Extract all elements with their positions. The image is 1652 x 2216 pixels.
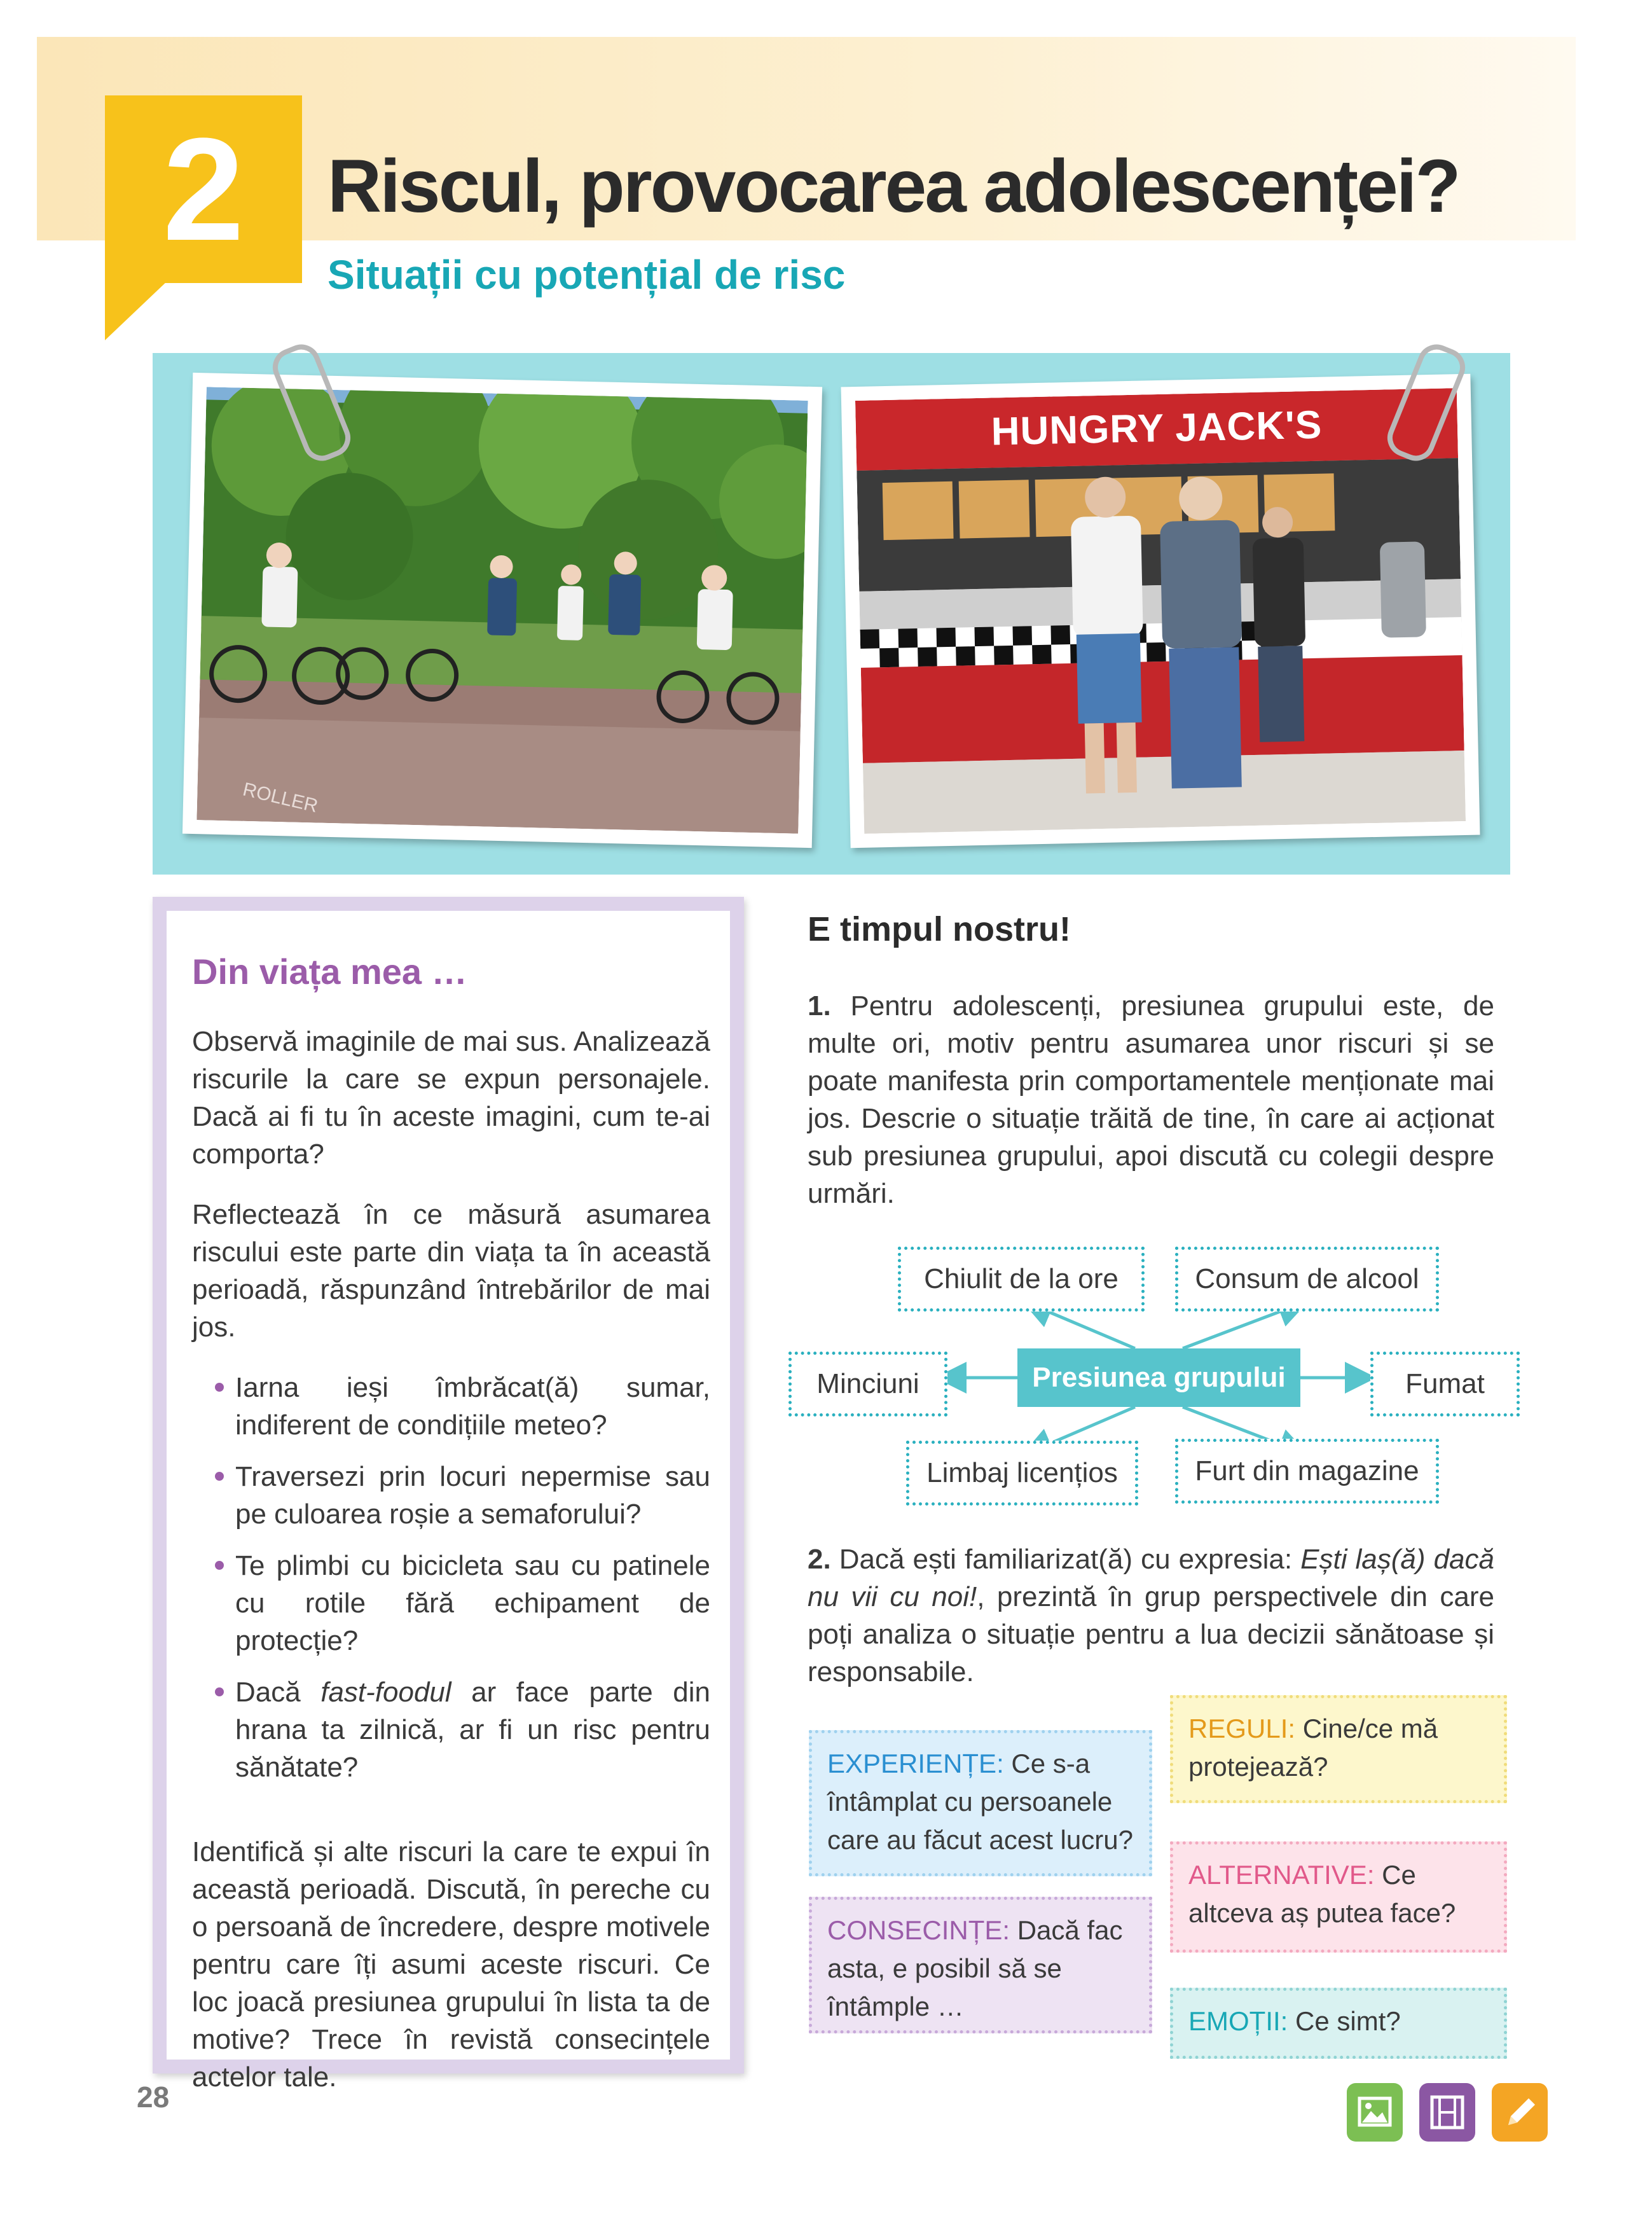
ground-text: ROLLER bbox=[240, 779, 320, 817]
behavior-truancy: Chiulit de la ore bbox=[898, 1247, 1145, 1312]
pencil-icon[interactable] bbox=[1492, 2083, 1548, 2142]
reflection-paragraph: Reflectează în ce măsură asumarea riscului este parte din viața ta în această perioadă, răspunzând întrebărilor de mai jos. bbox=[192, 1199, 710, 1343]
page-number: 28 bbox=[137, 2081, 170, 2114]
behavior-alcohol: Consum de alcool bbox=[1175, 1247, 1439, 1312]
bullet-icon bbox=[215, 1383, 224, 1392]
perspective-rules: REGULI: Cine/ce mă protejează? bbox=[1170, 1695, 1507, 1803]
perspective-emotions: EMOȚII: Ce simt? bbox=[1170, 1988, 1507, 2059]
bullet-icon bbox=[215, 1687, 224, 1696]
perspective-alternatives: ALTERNATIVE: Ce altceva aș putea face? bbox=[1170, 1841, 1507, 1953]
chapter-flag-tail bbox=[105, 280, 169, 340]
behavior-lies: Minciuni bbox=[788, 1352, 947, 1416]
question-item: Traversezi prin locuri nepermise sau pe culoarea roșie a semaforului? bbox=[215, 1458, 710, 1533]
page-subtitle: Situații cu potențial de risc bbox=[327, 252, 846, 298]
behavior-shoplifting: Furt din magazine bbox=[1175, 1439, 1439, 1504]
behavior-smoking: Fumat bbox=[1370, 1352, 1520, 1416]
perspective-experiences: EXPERIENȚE: Ce s-a întâmplat cu persoanele care au făcut acest lucru? bbox=[809, 1730, 1152, 1876]
reflection-box bbox=[153, 897, 744, 2093]
photo-fastfood bbox=[841, 374, 1480, 848]
behavior-bad-language: Limbaj licențios bbox=[906, 1441, 1138, 1506]
reflection-heading: Din viața mea … bbox=[192, 952, 467, 992]
question-list bbox=[192, 1369, 710, 1786]
question-item: Iarna ieși îmbrăcat(ă) sumar, indiferent de condițiile meteo? bbox=[215, 1369, 710, 1444]
question-1: 1. Pentru adolescenți, presiunea grupului este, de multe ori, motiv pentru asumarea unor riscuri și se poate manifesta prin comportamentele menționate mai jos. Descrie o situație trăită de tine, în care ai acționat sub presiunea grupului, apoi discută cu colegii despre urmări. bbox=[808, 990, 1494, 1209]
photo-skatepark bbox=[182, 373, 822, 848]
film-icon[interactable] bbox=[1419, 2083, 1475, 2142]
peer-pressure-diagram bbox=[788, 1234, 1513, 1527]
question-item: Dacă fast-foodul ar face parte din hrana ta zilnică, ar fi un risc pentru sănătate? bbox=[215, 1673, 710, 1786]
section-heading: E timpul nostru! bbox=[808, 910, 1071, 948]
restaurant-sign: HUNGRY JACK'S bbox=[991, 403, 1323, 454]
question-2: 2. Dacă ești familiarizat(ă) cu expresia: Ești laș(ă) dacă nu vii cu noi!, prezintă în grup perspectivele din care poți analiza o situație pentru a lua decizii sănătoase și responsabile. bbox=[808, 1544, 1495, 1687]
image-icon[interactable] bbox=[1347, 2083, 1403, 2142]
page-title: Riscul, provocarea adolescenței? bbox=[327, 144, 1459, 228]
reflection-paragraph: Identifică și alte riscuri la care te expui în această perioadă. Discută, în pereche cu o persoană de încredere, despre motivele pentru care îți asumi aceste riscuri. Ce loc joacă presiunea grupului în lista ta de motive? Trece în revistă consecințele actelor tale. bbox=[192, 1836, 710, 2093]
bullet-icon bbox=[215, 1472, 224, 1481]
chapter-number: 2 bbox=[163, 107, 244, 271]
activity-column bbox=[808, 910, 1494, 1212]
question-item: Te plimbi cu bicicleta sau cu patinele cu rotile fără echipament de protecție? bbox=[215, 1547, 710, 1659]
reflection-paragraph: Observă imaginile de mai sus. Analizează riscurile la care se expun personajele. Dacă ai fi tu în aceste imagini, cum te-ai comporta? bbox=[192, 1026, 710, 1170]
skatepark-illustration bbox=[196, 387, 808, 833]
perspective-consequences: CONSECINȚE: Dacă fac asta, e posibil să se întâmple … bbox=[809, 1897, 1152, 2033]
bullet-icon bbox=[215, 1561, 224, 1570]
diagram-center: Presiunea grupului bbox=[1017, 1348, 1300, 1407]
